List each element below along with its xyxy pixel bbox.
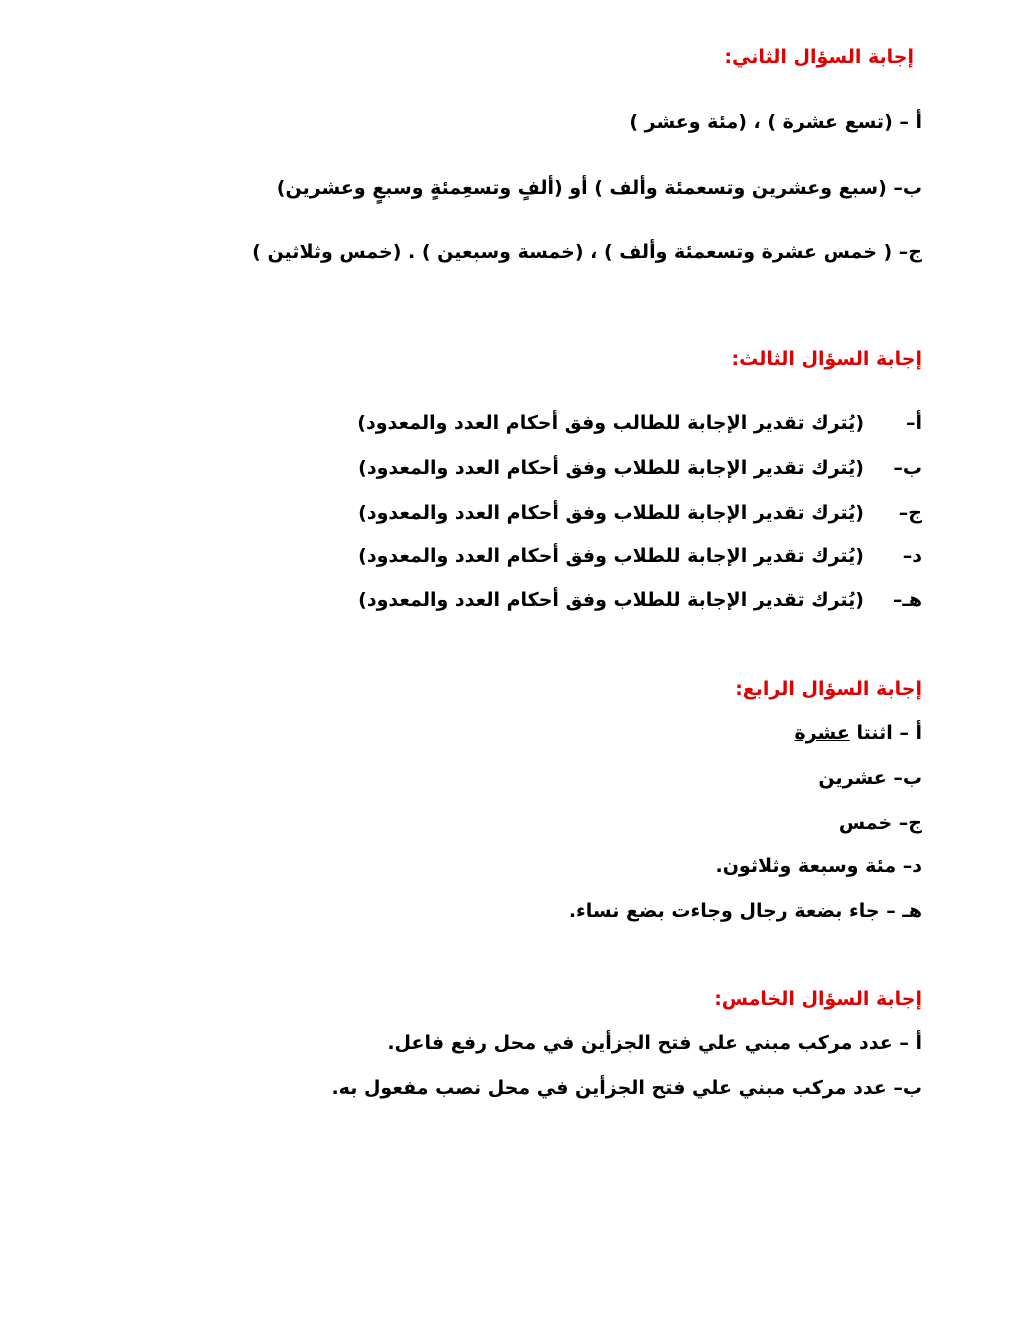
q4-item-e: هـ – جاء بضعة رجال وجاءت بضع نساء. bbox=[568, 900, 922, 922]
q3-item-d bbox=[358, 545, 922, 567]
q3-item-c bbox=[358, 502, 922, 524]
q3-item-a bbox=[357, 412, 922, 434]
q4-item-c: ج– خمس bbox=[838, 812, 922, 834]
q4-item-a-prefix: أ – اثنتا bbox=[849, 722, 922, 744]
q3-item-a-text: (يُترك تقدير الإجابة للطالب وفق أحكام العدد والمعدود) bbox=[357, 412, 864, 434]
q2-item-b: ب– (سبع وعشرين وتسعمئة وألف ) أو (ألفٍ وتسعِمئةٍ وسبعٍ وعشرين) bbox=[276, 177, 922, 199]
q4-item-b: ب– عشرين bbox=[818, 767, 922, 789]
q3-item-b-text: (يُترك تقدير الإجابة للطلاب وفق أحكام العدد والمعدود) bbox=[358, 457, 864, 479]
q5-heading: إجابة السؤال الخامس: bbox=[714, 988, 922, 1010]
q3-item-d-text: (يُترك تقدير الإجابة للطلاب وفق أحكام العدد والمعدود) bbox=[358, 545, 864, 567]
q2-item-a: أ – (تسع عشرة ) ، (مئة وعشر ) bbox=[629, 111, 922, 133]
q4-item-a-underlined: عشرة bbox=[794, 722, 850, 744]
q3-item-e-label: هـ– bbox=[892, 589, 922, 611]
q4-item-a bbox=[794, 722, 922, 744]
q4-heading: إجابة السؤال الرابع: bbox=[735, 678, 922, 700]
q3-item-c-text: (يُترك تقدير الإجابة للطلاب وفق أحكام العدد والمعدود) bbox=[358, 502, 864, 524]
q3-item-e bbox=[358, 589, 922, 611]
q3-item-c-label: ج– bbox=[898, 502, 922, 524]
q5-item-b: ب– عدد مركب مبني علي فتح الجزأين في محل نصب مفعول به. bbox=[331, 1077, 922, 1099]
q2-heading: إجابة السؤال الثاني: bbox=[724, 46, 914, 68]
q3-item-b bbox=[358, 457, 922, 479]
q3-heading: إجابة السؤال الثالث: bbox=[731, 348, 922, 370]
q3-item-b-label: ب– bbox=[893, 457, 922, 479]
q2-item-c: ج– ( خمس عشرة وتسعمئة وألف ) ، (خمسة وسبعين ) . (خمس وثلاثين ) bbox=[252, 241, 922, 263]
q3-item-e-text: (يُترك تقدير الإجابة للطلاب وفق أحكام العدد والمعدود) bbox=[358, 589, 864, 611]
q5-item-a: أ – عدد مركب مبني علي فتح الجزأين في محل رفع فاعل. bbox=[387, 1032, 922, 1054]
q3-item-d-label: د– bbox=[902, 545, 922, 567]
q3-item-a-label: أ– bbox=[905, 412, 922, 434]
q4-item-d: د– مئة وسبعة وثلاثون. bbox=[715, 855, 922, 877]
